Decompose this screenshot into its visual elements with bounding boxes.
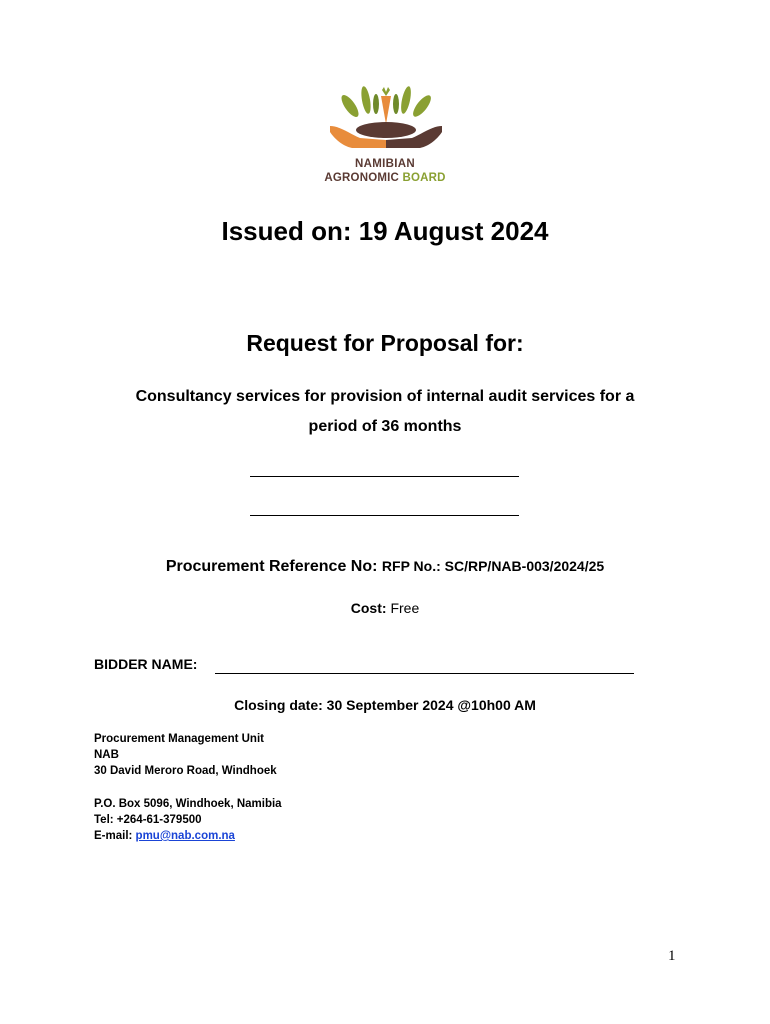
bidder-name-label: BIDDER NAME:: [94, 656, 198, 672]
cost-line: [0, 600, 770, 616]
issued-date-heading: Issued on: 19 August 2024: [221, 216, 549, 246]
rfp-subject: [0, 382, 770, 442]
address-unit: Procurement Management Unit: [94, 733, 264, 745]
logo-text-agronomic: AGRONOMIC: [324, 172, 400, 184]
contact-email: [94, 828, 282, 844]
address-block: [94, 731, 277, 779]
address-org: NAB: [94, 749, 119, 761]
bidder-name-line[interactable]: [215, 673, 634, 674]
contact-block: [94, 796, 282, 844]
rfp-subject-line1: Consultancy services for provision of internal audit services for a: [135, 388, 635, 405]
contact-tel: Tel: +264-61-379500: [94, 814, 202, 826]
page-number: 1: [668, 948, 676, 964]
email-link[interactable]: pmu@nab.com.na: [135, 830, 235, 842]
logo-text-namibian: NAMIBIAN: [355, 158, 415, 170]
blank-line-2: [250, 515, 519, 516]
reference-value: RFP No.: SC/RP/NAB-003/2024/25: [381, 558, 605, 574]
procurement-reference: [0, 558, 770, 576]
rfp-subject-line2: period of 36 months: [308, 418, 462, 435]
reference-label: Procurement Reference No:: [165, 558, 378, 575]
contact-po-box: P.O. Box 5096, Windhoek, Namibia: [94, 798, 282, 810]
closing-date: Closing date: 30 September 2024 @10h00 AM: [234, 697, 536, 713]
address-street: 30 David Meroro Road, Windhoek: [94, 765, 277, 777]
nab-emblem-icon: [310, 82, 460, 158]
rfp-heading: Request for Proposal for:: [246, 330, 524, 356]
logo-text-board: BOARD: [402, 172, 446, 184]
nab-logo: [310, 82, 460, 188]
email-label: E-mail:: [94, 830, 133, 842]
logo-text-agronomic-board: [310, 172, 460, 184]
blank-line-1: [250, 476, 519, 477]
cost-label: Cost:: [350, 600, 387, 616]
cost-value: Free: [390, 600, 420, 616]
